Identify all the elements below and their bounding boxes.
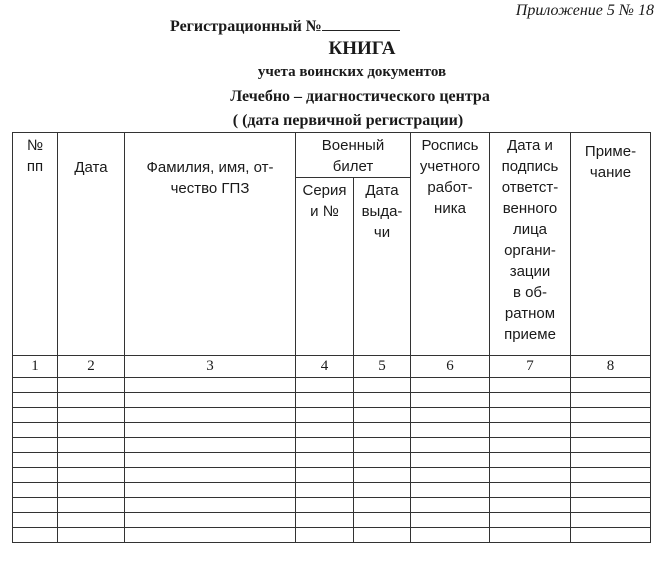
col-number: 7 <box>490 356 571 378</box>
col-number: 5 <box>354 356 411 378</box>
appendix-label: Приложение 5 № 18 <box>515 2 654 19</box>
col-number: 6 <box>411 356 490 378</box>
col-header-military-id: Военный билет <box>296 133 411 178</box>
column-number-row <box>13 356 651 378</box>
col-header-series: Серия и № <box>296 178 354 356</box>
col-number: 2 <box>58 356 125 378</box>
registration-number-line <box>170 16 510 36</box>
registration-table <box>12 132 651 543</box>
col-header-number: № пп <box>13 133 58 356</box>
empty-rows <box>13 378 651 543</box>
table-row <box>13 483 651 498</box>
col-header-return-signature: Дата и подпись ответст- венного лица органи- зации в об- ратном приеме <box>490 133 571 356</box>
col-header-note: Приме- чание <box>571 133 651 356</box>
registration-label: Регистрационный № <box>170 18 322 35</box>
col-header-full-name: Фамилия, имя, от- чество ГПЗ <box>125 133 296 356</box>
center-name: Лечебно – диагностического центра <box>230 88 490 105</box>
table-row <box>13 468 651 483</box>
document-subtitle: учета воинских документов <box>257 64 447 80</box>
table-row <box>13 453 651 468</box>
col-number: 8 <box>571 356 651 378</box>
col-header-issue-date: Дата выда- чи <box>354 178 411 356</box>
col-number: 4 <box>296 356 354 378</box>
registration-number-blank <box>322 16 400 31</box>
table-row <box>13 393 651 408</box>
table-row <box>13 498 651 513</box>
col-number: 1 <box>13 356 58 378</box>
document-title: КНИГА <box>328 38 396 59</box>
table-row <box>13 528 651 543</box>
table-row <box>13 378 651 393</box>
col-header-date: Дата <box>58 133 125 356</box>
table-row <box>13 513 651 528</box>
col-number: 3 <box>125 356 296 378</box>
table-row <box>13 408 651 423</box>
table-row <box>13 423 651 438</box>
date-note: ( (дата первичной регистрации) <box>232 112 464 129</box>
col-header-clerk-signature: Роспись учетного работ- ника <box>411 133 490 356</box>
table-row <box>13 438 651 453</box>
